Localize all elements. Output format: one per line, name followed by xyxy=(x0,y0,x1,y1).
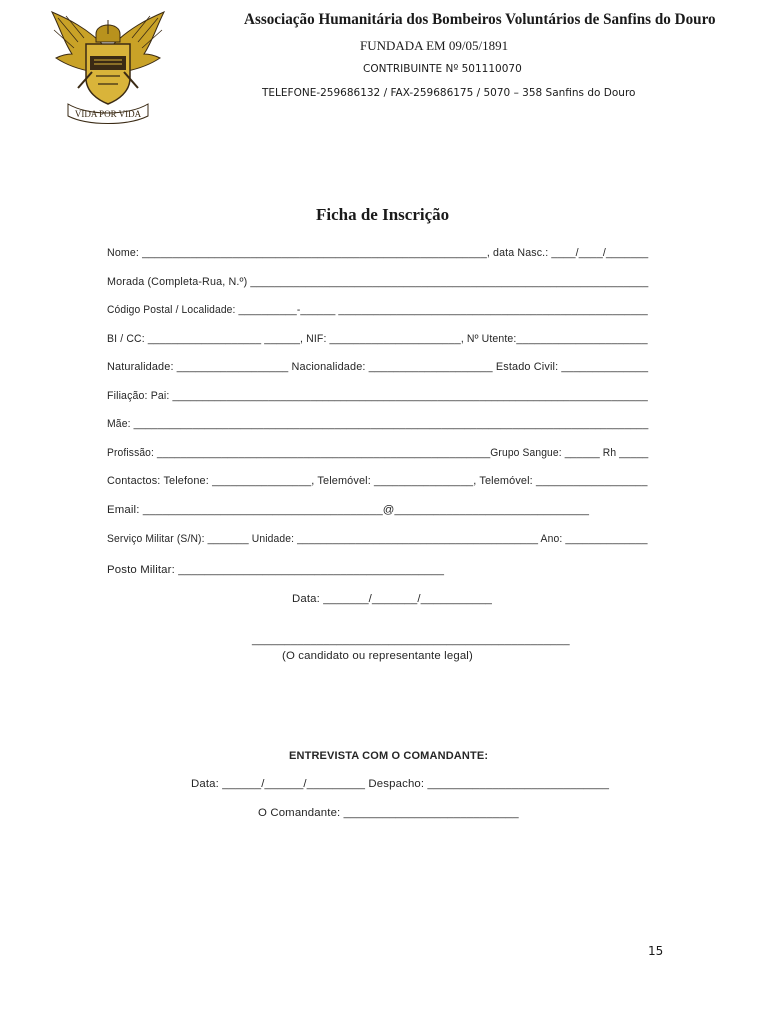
id-nif-utente-field[interactable]: BI / CC: ___________________ ______, NIF: ______________________, Nº Utente:______________________ xyxy=(107,333,648,345)
interview-date-despacho-field[interactable]: Data: ______/______/_________ Despacho: ____________________________ xyxy=(191,778,610,790)
form-date-field[interactable]: Data: _______/_______/___________ xyxy=(292,593,493,605)
mother-field[interactable]: Mãe: _______________________________________________________________________________________ xyxy=(107,418,649,430)
signature-caption: (O candidato ou representante legal) xyxy=(282,650,473,662)
form-title: Ficha de Inscrição xyxy=(316,205,450,224)
naturality-nationality-field[interactable]: Naturalidade: __________________ Nacionalidade: ____________________ Estado Civil: ______________ xyxy=(107,361,649,373)
military-rank-field[interactable]: Posto Militar: _________________________________________ xyxy=(107,564,445,576)
founded-date: FUNDADA EM 09/05/1891 xyxy=(360,38,509,53)
name-birthdate-field[interactable]: Nome: _________________________________________________________, data Nasc.: ____/____/_______ xyxy=(107,247,649,259)
page-number: 15 xyxy=(648,944,664,958)
logo-motto: VIDA POR VIDA xyxy=(74,109,142,119)
profession-blood-field[interactable]: Profissão: _________________________________________________________Grupo Sangue: ______ Rh _____ xyxy=(107,447,649,459)
signature-line[interactable]: _________________________________________________ xyxy=(252,634,570,646)
interview-title: ENTREVISTA COM O COMANDANTE: xyxy=(289,750,489,762)
postal-code-field[interactable]: Código Postal / Localidade: __________-______ _____________________________________________________ xyxy=(107,304,648,316)
email-field[interactable]: Email: _____________________________________@______________________________ xyxy=(107,504,590,516)
military-service-field[interactable]: Serviço Militar (S/N): _______ Unidade: _________________________________________ Ano: ______________ xyxy=(107,533,648,545)
contacts-field[interactable]: Contactos: Telefone: ________________, Telemóvel: ________________, Telemóvel: __________________ xyxy=(107,475,648,487)
fire-brigade-crest-logo xyxy=(48,8,168,124)
father-field[interactable]: Filiação: Pai: _______________________________________________________________________________ xyxy=(107,390,648,402)
taxpayer-number: CONTRIBUINTE Nº 501110070 xyxy=(363,63,522,75)
contact-info: TELEFONE-259686132 / FAX-259686175 / 5070 – 358 Sanfins do Douro xyxy=(262,87,636,99)
organization-name: Associação Humanitária dos Bombeiros Voluntários de Sanfins do Douro xyxy=(244,11,716,28)
address-field[interactable]: Morada (Completa-Rua, N.º) _________________________________________________________________ xyxy=(107,276,649,288)
commander-signature-field[interactable]: O Comandante: ___________________________ xyxy=(258,807,519,819)
